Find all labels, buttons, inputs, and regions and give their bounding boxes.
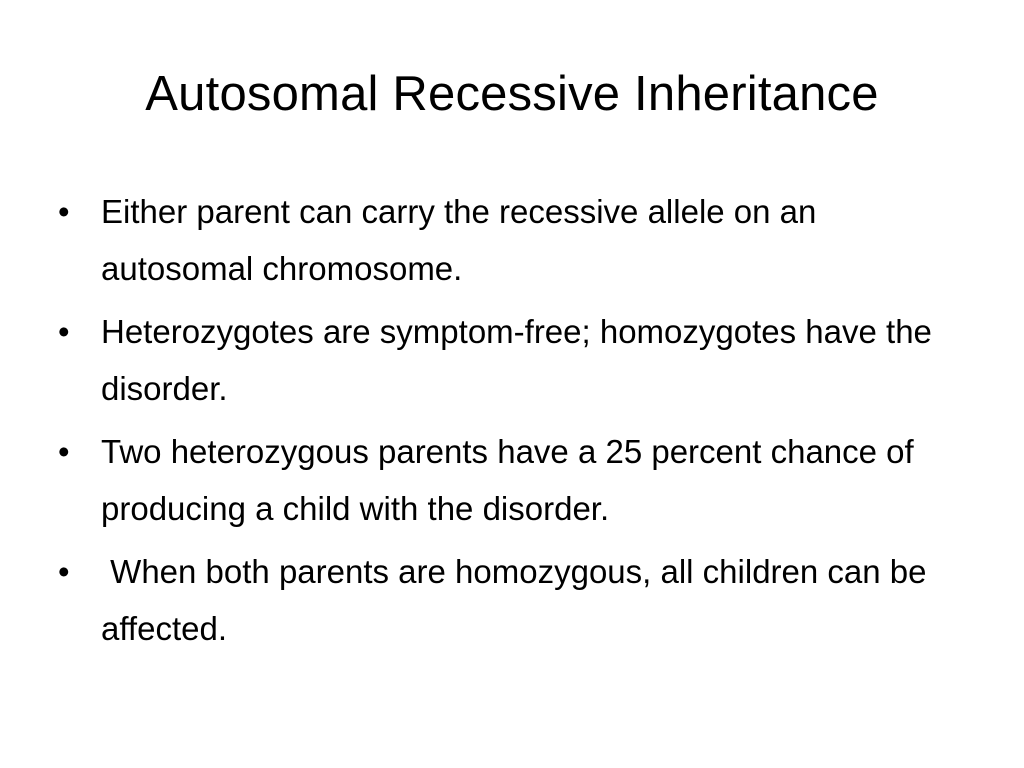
bullet-text: When both parents are homozygous, all children can be affected.	[101, 553, 936, 647]
bullet-item	[58, 303, 958, 417]
bullet-item	[58, 543, 958, 657]
bullet-icon: •	[58, 193, 70, 230]
bullet-text: Two heterozygous parents have a 25 percent chance of producing a child with the disorder.	[101, 433, 923, 527]
bullet-item	[58, 423, 958, 537]
bullet-icon: •	[58, 553, 70, 590]
bullet-icon: •	[58, 433, 70, 470]
bullet-text: Heterozygotes are symptom-free; homozygotes have the disorder.	[101, 313, 942, 407]
bullet-item	[58, 183, 958, 297]
bullet-icon: •	[58, 313, 70, 350]
bullet-text: Either parent can carry the recessive allele on an autosomal chromosome.	[101, 193, 826, 287]
slide-title: Autosomal Recessive Inheritance	[145, 67, 879, 121]
bullet-list	[58, 183, 958, 663]
